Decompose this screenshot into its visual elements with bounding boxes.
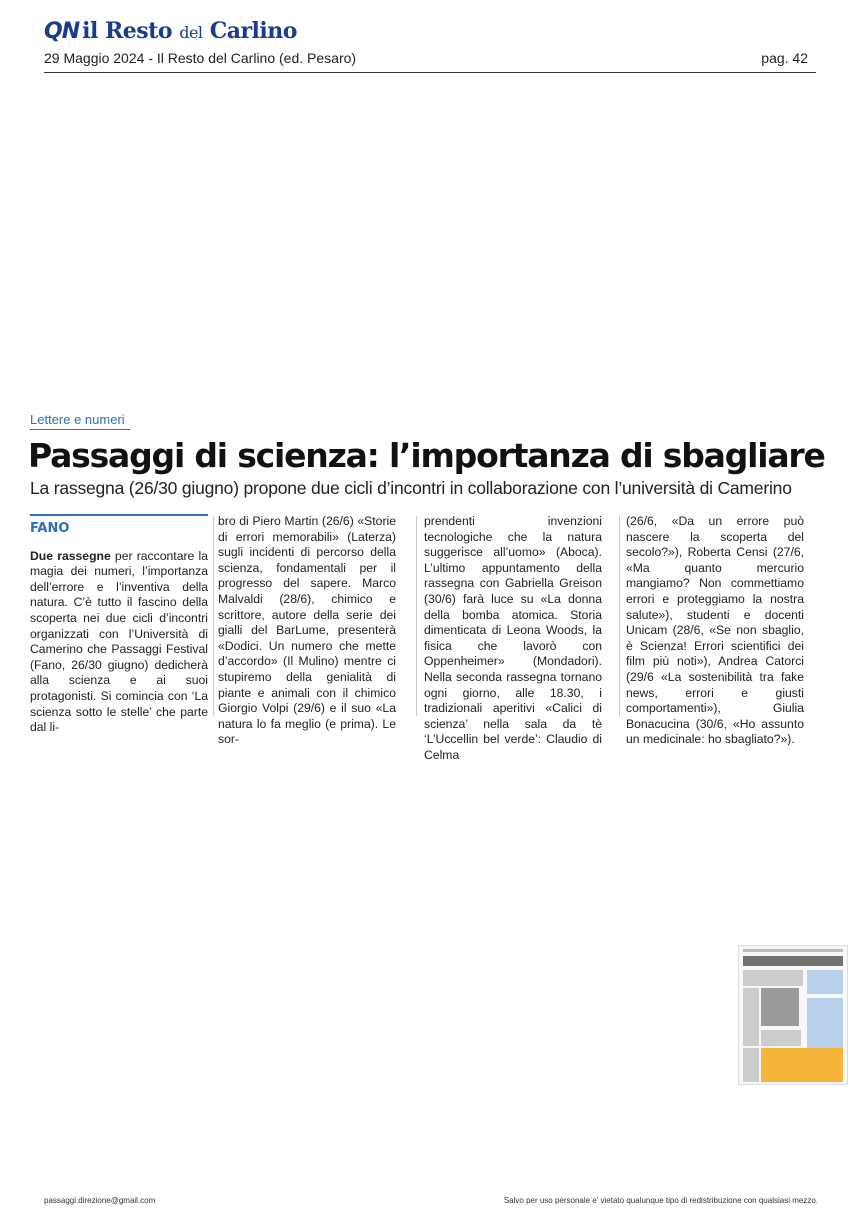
- thumbnail-text-block: [761, 1030, 801, 1046]
- brand-carlino: Carlino: [209, 18, 297, 44]
- thumbnail-sidebar-box: [807, 998, 843, 1048]
- brand-wordmark: [82, 18, 297, 44]
- thumbnail-header: [743, 949, 843, 952]
- thumbnail-text-block: [743, 1048, 759, 1082]
- thumbnail-text-block: [743, 988, 759, 1046]
- column-divider: [213, 516, 214, 716]
- newspaper-logo: [44, 14, 297, 44]
- column-1-text: per raccontare la magia dei numeri, l’importanza dell’errore e l’inventiva della natura. C’è tutto il fascino della scoperta nei due cicli d’incontri organizzati con l’Università di Camerino che Passaggi Festival (Fano, 26/30 giugno) dedicherà alla scienza e ai suoi protagonisti. Si comincia con ‘La scienza sotto le stelle’ che parte dal li-: [30, 548, 208, 735]
- brand-resto: Resto: [105, 18, 173, 44]
- article-column-2: bro di Piero Martin (26/6) «Storie di errori memorabili» (Laterza) sugli incidenti di percorso della scienza, fondamentali per il progresso del sapere. Marco Malvaldi (28/6), chimico e scrittore, autore della serie dei gialli del BarLume, presenterà «Dodici. Un numero che mette d’accordo» (Il Mulino) mentre ci stupiremo della genialità di piante e animali con il chimico Giorgio Volpi (29/6) e il suo «La natura lo fa meglio (e prima). Le sor-: [218, 514, 396, 747]
- article-column-3: prendenti invenzioni tecnologiche che la natura suggerisce all’uomo» (Aboca). L’ultimo appuntamento della rassegna con Gabriella Greison (30/6) farà luce su «La donna della bomba atomica. Storia dimenticata di Leona Woods, la fisica che lavorò con Oppenheimer» (Mondadori). Nella seconda rassegna tornano ogni giorno, alle 18.30, i tradizionali aperitivi «Calici di scienza’ nella sala da tè ‘L’Uccellin bel verde’: Claudio di Celma: [424, 514, 602, 762]
- article-kicker: Lettere e numeri: [30, 412, 125, 427]
- thumbnail-title: [743, 956, 843, 966]
- footer-email: passaggi.direzione@gmail.com: [44, 1196, 156, 1205]
- brand-del: del: [179, 23, 203, 42]
- article-column-4: (26/6, «Da un errore può nascere la scoperta del secolo?»), Roberta Censi (27/6, «Ma quanto mercurio mangiamo? Non commettiamo errori e proteggiamo la nostra salute»), studenti e docenti Unicam (28/6, «Se non sbaglio, è Scienza! Errori scientifici dei film più noti»), Andrea Catorci (29/6 «La sostenibilità tra fake news, errori e giusti comportamenti»), Giulia Bonacucina (30/6, «Ho assunto un medicinale: ho sbagliato?»).: [626, 514, 804, 747]
- column-divider: [416, 516, 417, 716]
- header-divider: [44, 72, 816, 73]
- page-number: pag. 42: [761, 50, 808, 66]
- article-column-1: [30, 514, 208, 736]
- edition-date: 29 Maggio 2024 - Il Resto del Carlino (ed. Pesaro): [44, 50, 357, 66]
- dateline: FANO: [30, 514, 208, 537]
- page-thumbnail: [738, 945, 848, 1085]
- article-headline: Passaggi di scienza: l’importanza di sbagliare: [28, 436, 825, 475]
- thumbnail-highlighted-article: [761, 1048, 843, 1082]
- thumbnail-text-block: [743, 970, 803, 986]
- thumbnail-photo: [761, 988, 799, 1026]
- thumbnail-sidebar-box: [807, 970, 843, 994]
- brand-il: il: [82, 18, 98, 44]
- column-divider: [619, 516, 620, 716]
- article-subheadline: La rassegna (26/30 giugno) propone due cicli d’incontri in collaborazione con l’università di Camerino: [30, 478, 792, 498]
- qn-logo-mark: QN: [44, 19, 80, 44]
- kicker-underline: [30, 429, 130, 430]
- lead-words: Due rassegne: [30, 548, 111, 563]
- article-body: [30, 514, 805, 762]
- footer-disclaimer: Salvo per uso personale e' vietato qualunque tipo di redistribuzione con qualsiasi mezzo.: [503, 1196, 818, 1205]
